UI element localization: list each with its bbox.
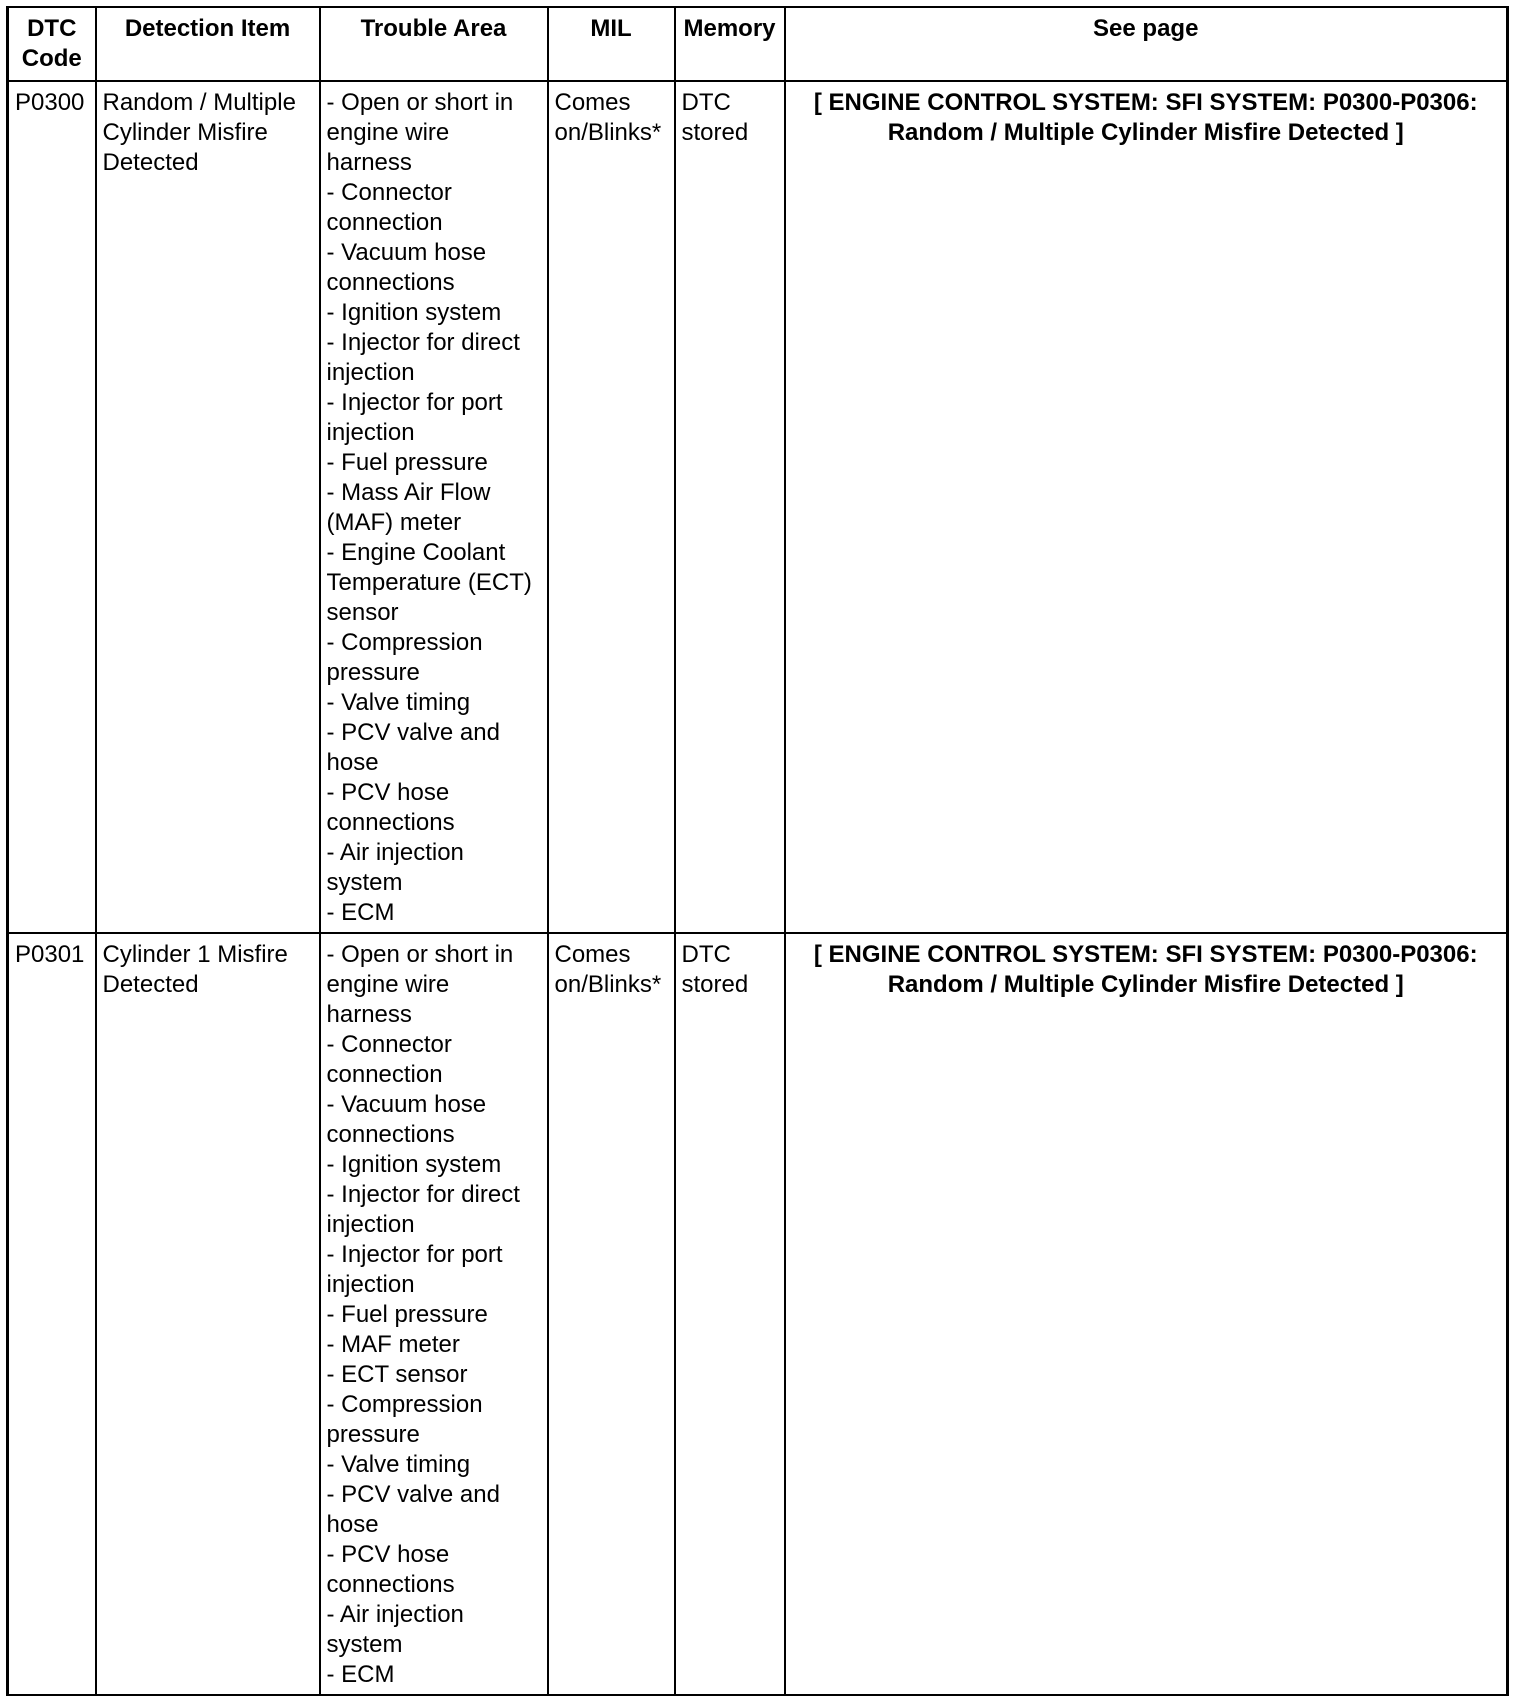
trouble-area-item: - Air injection system [326,1601,464,1658]
trouble-area-item: - PCV valve and hose [326,1481,500,1538]
see-page-link[interactable]: [ ENGINE CONTROL SYSTEM: SFI SYSTEM: P0300-P0306: Random / Multiple Cylinder Misfire Detected ] [785,81,1508,933]
trouble-area-item: - PCV valve and hose [326,719,500,776]
trouble-area-item: - ECT sensor [326,1361,468,1388]
table-row [8,81,1508,933]
trouble-area-item: - Connector connection [326,1031,452,1088]
trouble-area-item: - Valve timing [326,689,471,716]
trouble-area-item: - Vacuum hose connections [326,239,487,296]
header-trouble-area: Trouble Area [320,7,548,81]
trouble-area-item: - Mass Air Flow (MAF) meter [326,479,491,536]
trouble-area-item: - Engine Coolant Temperature (ECT) sensor [326,539,532,626]
trouble-area-item: - ECM [326,1661,395,1688]
trouble-area-item: - Injector for port injection [326,389,503,446]
trouble-area-cell [320,81,548,933]
trouble-area-item: - Injector for direct injection [326,1181,520,1238]
trouble-area-item: - Injector for direct injection [326,329,520,386]
detection-item-cell: Cylinder 1 Misfire Detected [96,933,320,1695]
trouble-area-item: - PCV hose connections [326,779,455,836]
see-page-link[interactable]: [ ENGINE CONTROL SYSTEM: SFI SYSTEM: P0300-P0306: Random / Multiple Cylinder Misfire Detected ] [785,933,1508,1695]
trouble-area-item: - Connector connection [326,179,452,236]
trouble-area-item: - Open or short in engine wire harness [326,941,514,1028]
dtc-code-cell: P0301 [8,933,96,1695]
trouble-area-item: - Open or short in engine wire harness [326,89,514,176]
trouble-area-item: - Air injection system [326,839,464,896]
header-mil: MIL [548,7,675,81]
trouble-area-item: - Compression pressure [326,629,483,686]
header-see-page: See page [785,7,1508,81]
trouble-area-item: - Injector for port injection [326,1241,503,1298]
mil-cell: Comes on/Blinks* [548,81,675,933]
detection-item-cell: Random / Multiple Cylinder Misfire Detected [96,81,320,933]
trouble-area-item: - Ignition system [326,299,502,326]
trouble-area-item: - Fuel pressure [326,1301,488,1328]
trouble-area-cell [320,933,548,1695]
trouble-area-item: - ECM [326,899,395,926]
memory-cell: DTC stored [675,933,785,1695]
trouble-area-item: - PCV hose connections [326,1541,455,1598]
table-header-row [8,7,1508,81]
table-row [8,933,1508,1695]
memory-cell: DTC stored [675,81,785,933]
trouble-area-item: - MAF meter [326,1331,460,1358]
trouble-area-item: - Vacuum hose connections [326,1091,487,1148]
header-memory: Memory [675,7,785,81]
header-dtc-code: DTC Code [8,7,96,81]
trouble-area-item: - Ignition system [326,1151,502,1178]
mil-cell: Comes on/Blinks* [548,933,675,1695]
trouble-area-item: - Compression pressure [326,1391,483,1448]
dtc-code-cell: P0300 [8,81,96,933]
trouble-area-item: - Valve timing [326,1451,471,1478]
header-detection-item: Detection Item [96,7,320,81]
dtc-table [6,6,1509,1696]
trouble-area-item: - Fuel pressure [326,449,488,476]
